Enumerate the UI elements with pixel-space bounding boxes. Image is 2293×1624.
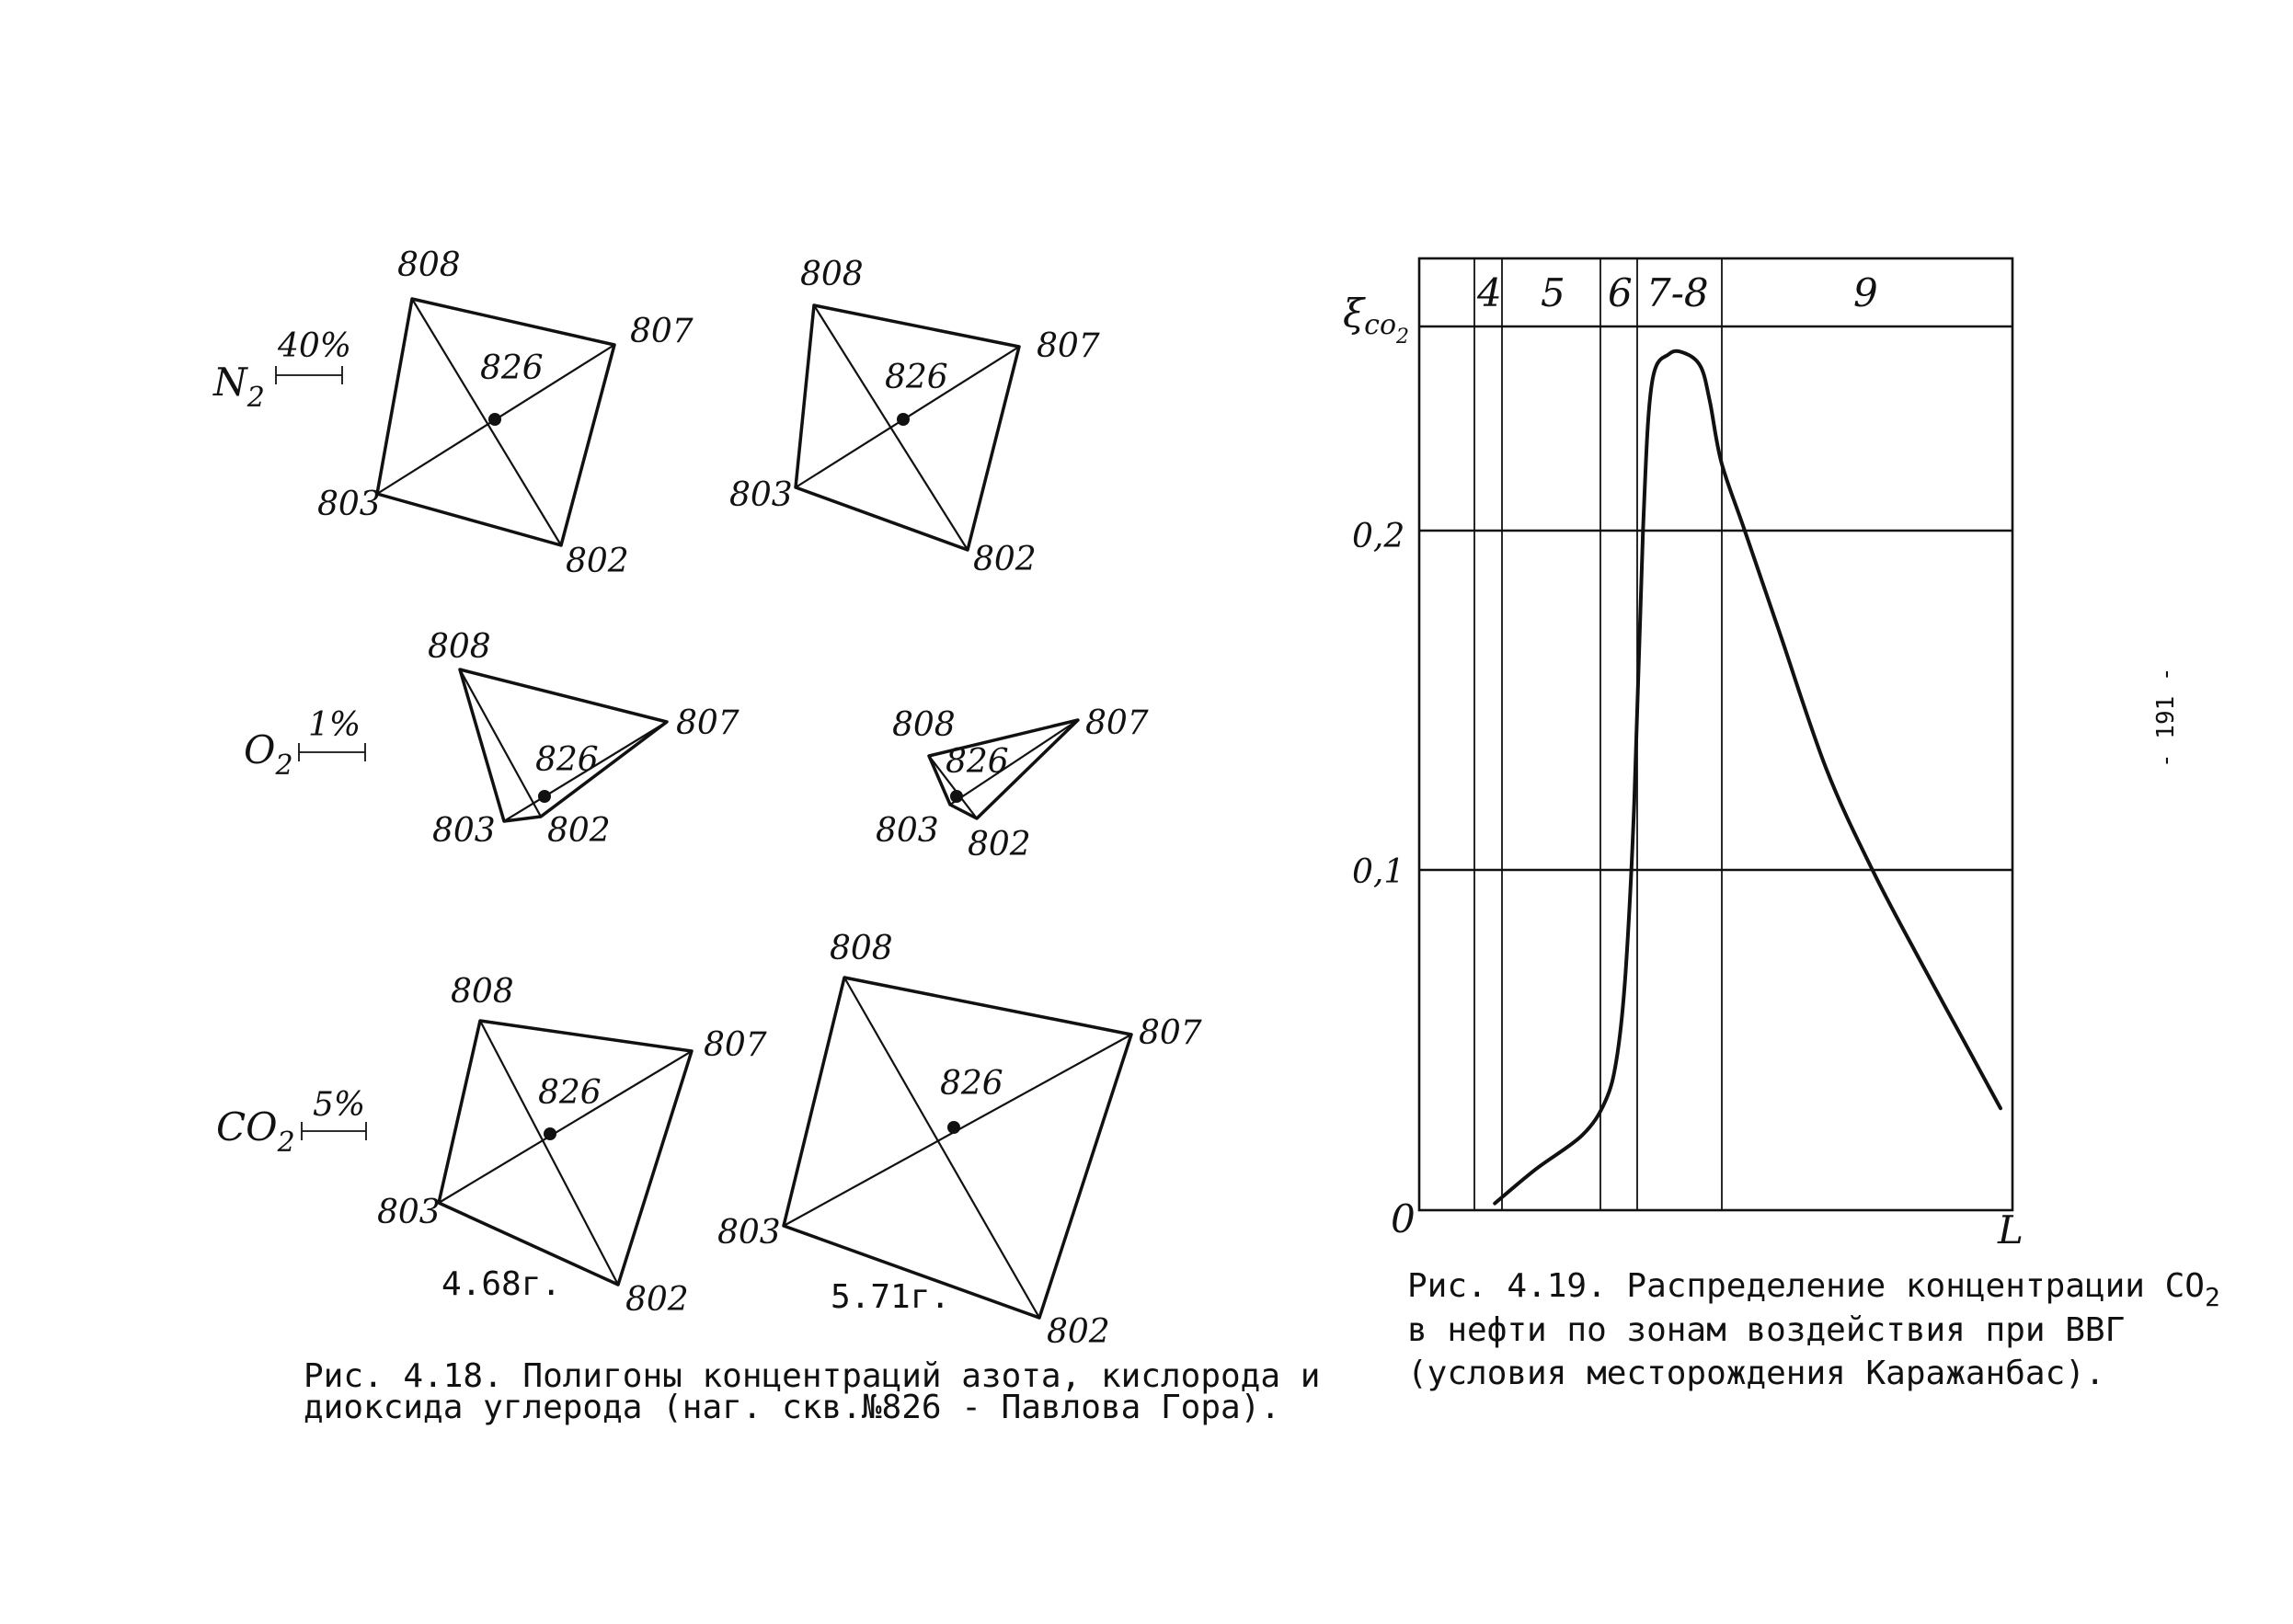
zone-label-5: 5 — [1541, 270, 1565, 315]
polygon-n2-left — [317, 246, 694, 580]
well-label-826: 826 — [535, 741, 599, 779]
polygon-o2-left — [428, 628, 739, 850]
well-label-808: 808 — [397, 246, 461, 284]
well-label-802: 802 — [973, 541, 1037, 578]
well-label-803: 803 — [876, 812, 939, 850]
well-label-807: 807 — [630, 313, 694, 350]
y-axis-label: ξco$_2$ — [1343, 291, 1410, 349]
well-label-807: 807 — [1139, 1014, 1202, 1052]
scale-label-co2: 5% — [313, 1086, 366, 1124]
polygon-co2-right — [717, 930, 1202, 1351]
caption-4-19-line3: (условия месторождения Каражанбас). — [1407, 1355, 2105, 1392]
well-826-point — [947, 1121, 960, 1134]
caption-4-18-line1: Рис. 4.18. Полигоны концентраций азота, кислорода и — [304, 1357, 1321, 1395]
well-826-point — [544, 1127, 556, 1140]
y-tick-02: 0,2 — [1352, 518, 1405, 555]
scale-label-n2: 40% — [278, 327, 352, 365]
well-label-826: 826 — [538, 1074, 602, 1112]
y-tick-01: 0,1 — [1352, 853, 1405, 891]
well-label-826: 826 — [940, 1065, 1003, 1103]
well-label-807: 807 — [1037, 327, 1100, 365]
well-label-802: 802 — [547, 812, 611, 850]
well-label-808: 808 — [428, 628, 491, 666]
well-label-807: 807 — [1085, 704, 1149, 742]
gas-label-o2: $O_2$ — [244, 727, 293, 782]
scale-co2 — [216, 1086, 366, 1159]
page-number: - 191 - — [2152, 667, 2180, 768]
year-label-left: 4.68г. — [441, 1265, 562, 1303]
scale-label-o2: 1% — [308, 706, 361, 744]
well-826-point — [538, 790, 551, 803]
well-label-826: 826 — [885, 359, 948, 396]
figure-4-18 — [212, 246, 1320, 1426]
scale-n2 — [212, 327, 351, 414]
co2-concentration-curve — [1495, 351, 2001, 1204]
well-826-point — [488, 413, 501, 426]
well-label-803: 803 — [729, 476, 793, 514]
chart-frame — [1419, 258, 2012, 1210]
figure-4-19 — [1343, 258, 2220, 1392]
well-label-808: 808 — [800, 256, 864, 293]
zone-label-7-8: 7-8 — [1646, 270, 1709, 315]
well-label-807: 807 — [676, 704, 739, 742]
polygon-co2-left — [377, 973, 767, 1319]
well-label-803: 803 — [377, 1194, 441, 1231]
origin-label: 0 — [1391, 1196, 1416, 1241]
x-axis-end-label: L — [1998, 1207, 2024, 1252]
well-label-808: 808 — [892, 706, 956, 744]
zone-label-6: 6 — [1608, 270, 1633, 315]
well-label-808: 808 — [830, 930, 893, 967]
polygon-n2-right — [729, 256, 1100, 578]
well-label-826: 826 — [946, 743, 1009, 781]
well-label-826: 826 — [480, 349, 544, 387]
caption-4-19-line1: Рис. 4.19. Распределение концентрации $CO_2$ — [1407, 1267, 2220, 1312]
well-label-803: 803 — [432, 812, 496, 850]
well-label-803: 803 — [717, 1214, 781, 1252]
well-label-803: 803 — [317, 486, 381, 523]
well-label-802: 802 — [1047, 1313, 1110, 1351]
year-label-right: 5.71г. — [831, 1278, 951, 1316]
zone-label-4: 4 — [1477, 270, 1502, 315]
well-label-807: 807 — [704, 1026, 767, 1064]
zone-label-9: 9 — [1853, 270, 1878, 315]
caption-4-18-line2: диоксида углерода (наг. скв.№826 - Павлова Гора). — [304, 1389, 1281, 1426]
polygon-o2-right — [876, 704, 1149, 863]
scale-o2 — [244, 706, 365, 782]
gas-label-n2: $N_2$ — [213, 360, 265, 414]
well-826-point — [897, 413, 910, 426]
caption-4-19-line2: в нефти по зонам воздействия при ВВГ — [1407, 1311, 2126, 1349]
well-label-802: 802 — [625, 1281, 689, 1319]
well-label-808: 808 — [451, 973, 514, 1011]
well-826-point — [950, 790, 963, 803]
well-label-802: 802 — [968, 826, 1031, 863]
well-label-802: 802 — [566, 543, 629, 580]
gas-label-co2: $CO_2$ — [216, 1104, 295, 1159]
